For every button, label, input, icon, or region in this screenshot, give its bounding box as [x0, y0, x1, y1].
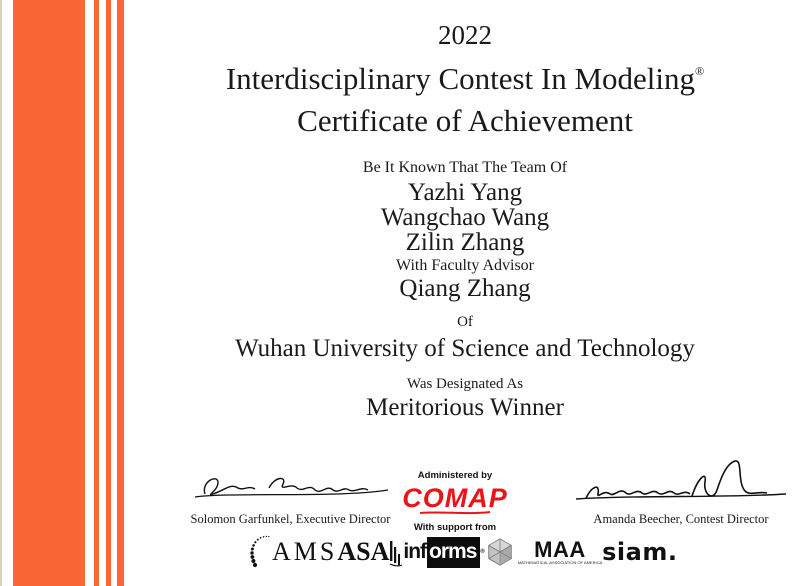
- orange-stripe-thin-1: [94, 0, 99, 586]
- informs-prefix-text: inf: [403, 540, 427, 563]
- signature-scribble-icon: [574, 456, 788, 506]
- maa-text-block: [517, 536, 603, 565]
- sponsor-logo-row: [250, 533, 678, 571]
- contest-title: [132, 52, 798, 98]
- administered-by-block: [396, 470, 514, 533]
- informs-registered-mark: ®: [480, 549, 485, 555]
- maa-caption-text: MATHEMATICAL ASSOCIATION OF AMERICA: [517, 559, 603, 565]
- of-label: Of: [457, 314, 473, 330]
- signature-scribble-icon: [191, 464, 391, 506]
- siam-logo: [602, 538, 677, 566]
- comap-logo: COMAP: [402, 483, 508, 513]
- left-signature-caption: Solomon Garfunkel, Executive Director: [190, 512, 391, 526]
- team-intro-label: Be It Known That The Team Of: [362, 159, 568, 176]
- informs-boxed-text: orms: [427, 537, 480, 568]
- designation-title: Meritorious Winner: [366, 394, 564, 421]
- team-member: Zilin Zhang: [405, 229, 525, 256]
- advisor-name: Qiang Zhang: [399, 275, 531, 302]
- certificate-body: [132, 0, 798, 421]
- team-member: Wangchao Wang: [380, 204, 550, 231]
- left-edge-line: [0, 0, 2, 586]
- ams-logo-text: AMS: [272, 537, 338, 566]
- institution-name: Wuhan University of Science and Technology: [235, 335, 695, 362]
- orange-stripe-wide: [13, 0, 85, 586]
- maa-polyhedron-icon: [485, 537, 515, 567]
- ams-arc-icon: [250, 535, 270, 569]
- certificate-subtitle: Certificate of Achievement: [297, 103, 633, 138]
- left-signature-block: [188, 464, 393, 526]
- team-member-list: [132, 180, 798, 255]
- contest-title-text: Interdisciplinary Contest In Modeling: [225, 61, 696, 96]
- right-signature-block: [572, 456, 790, 526]
- administered-by-label: Administered by: [417, 470, 493, 481]
- asa-logo: [337, 537, 403, 567]
- siam-logo-text: siam.: [602, 538, 678, 566]
- asa-logo-text: ASA: [337, 537, 390, 566]
- advisor-label: With Faculty Advisor: [395, 257, 534, 274]
- ams-logo: [250, 535, 337, 569]
- support-label: With support from: [413, 522, 497, 533]
- orange-stripe-thin-2: [106, 0, 111, 586]
- right-signature-caption: Amanda Beecher, Contest Director: [593, 512, 769, 526]
- orange-stripe-thin-3: [117, 0, 124, 586]
- registered-mark: ®: [695, 64, 705, 78]
- team-member: Yazhi Yang: [407, 179, 523, 206]
- asa-bars-icon: [389, 537, 403, 567]
- contest-year: 2022: [438, 20, 492, 50]
- informs-logo: [403, 537, 484, 568]
- designation-label: Was Designated As: [406, 376, 524, 392]
- maa-logo-text: MAA: [534, 536, 586, 562]
- maa-logo: [485, 537, 602, 567]
